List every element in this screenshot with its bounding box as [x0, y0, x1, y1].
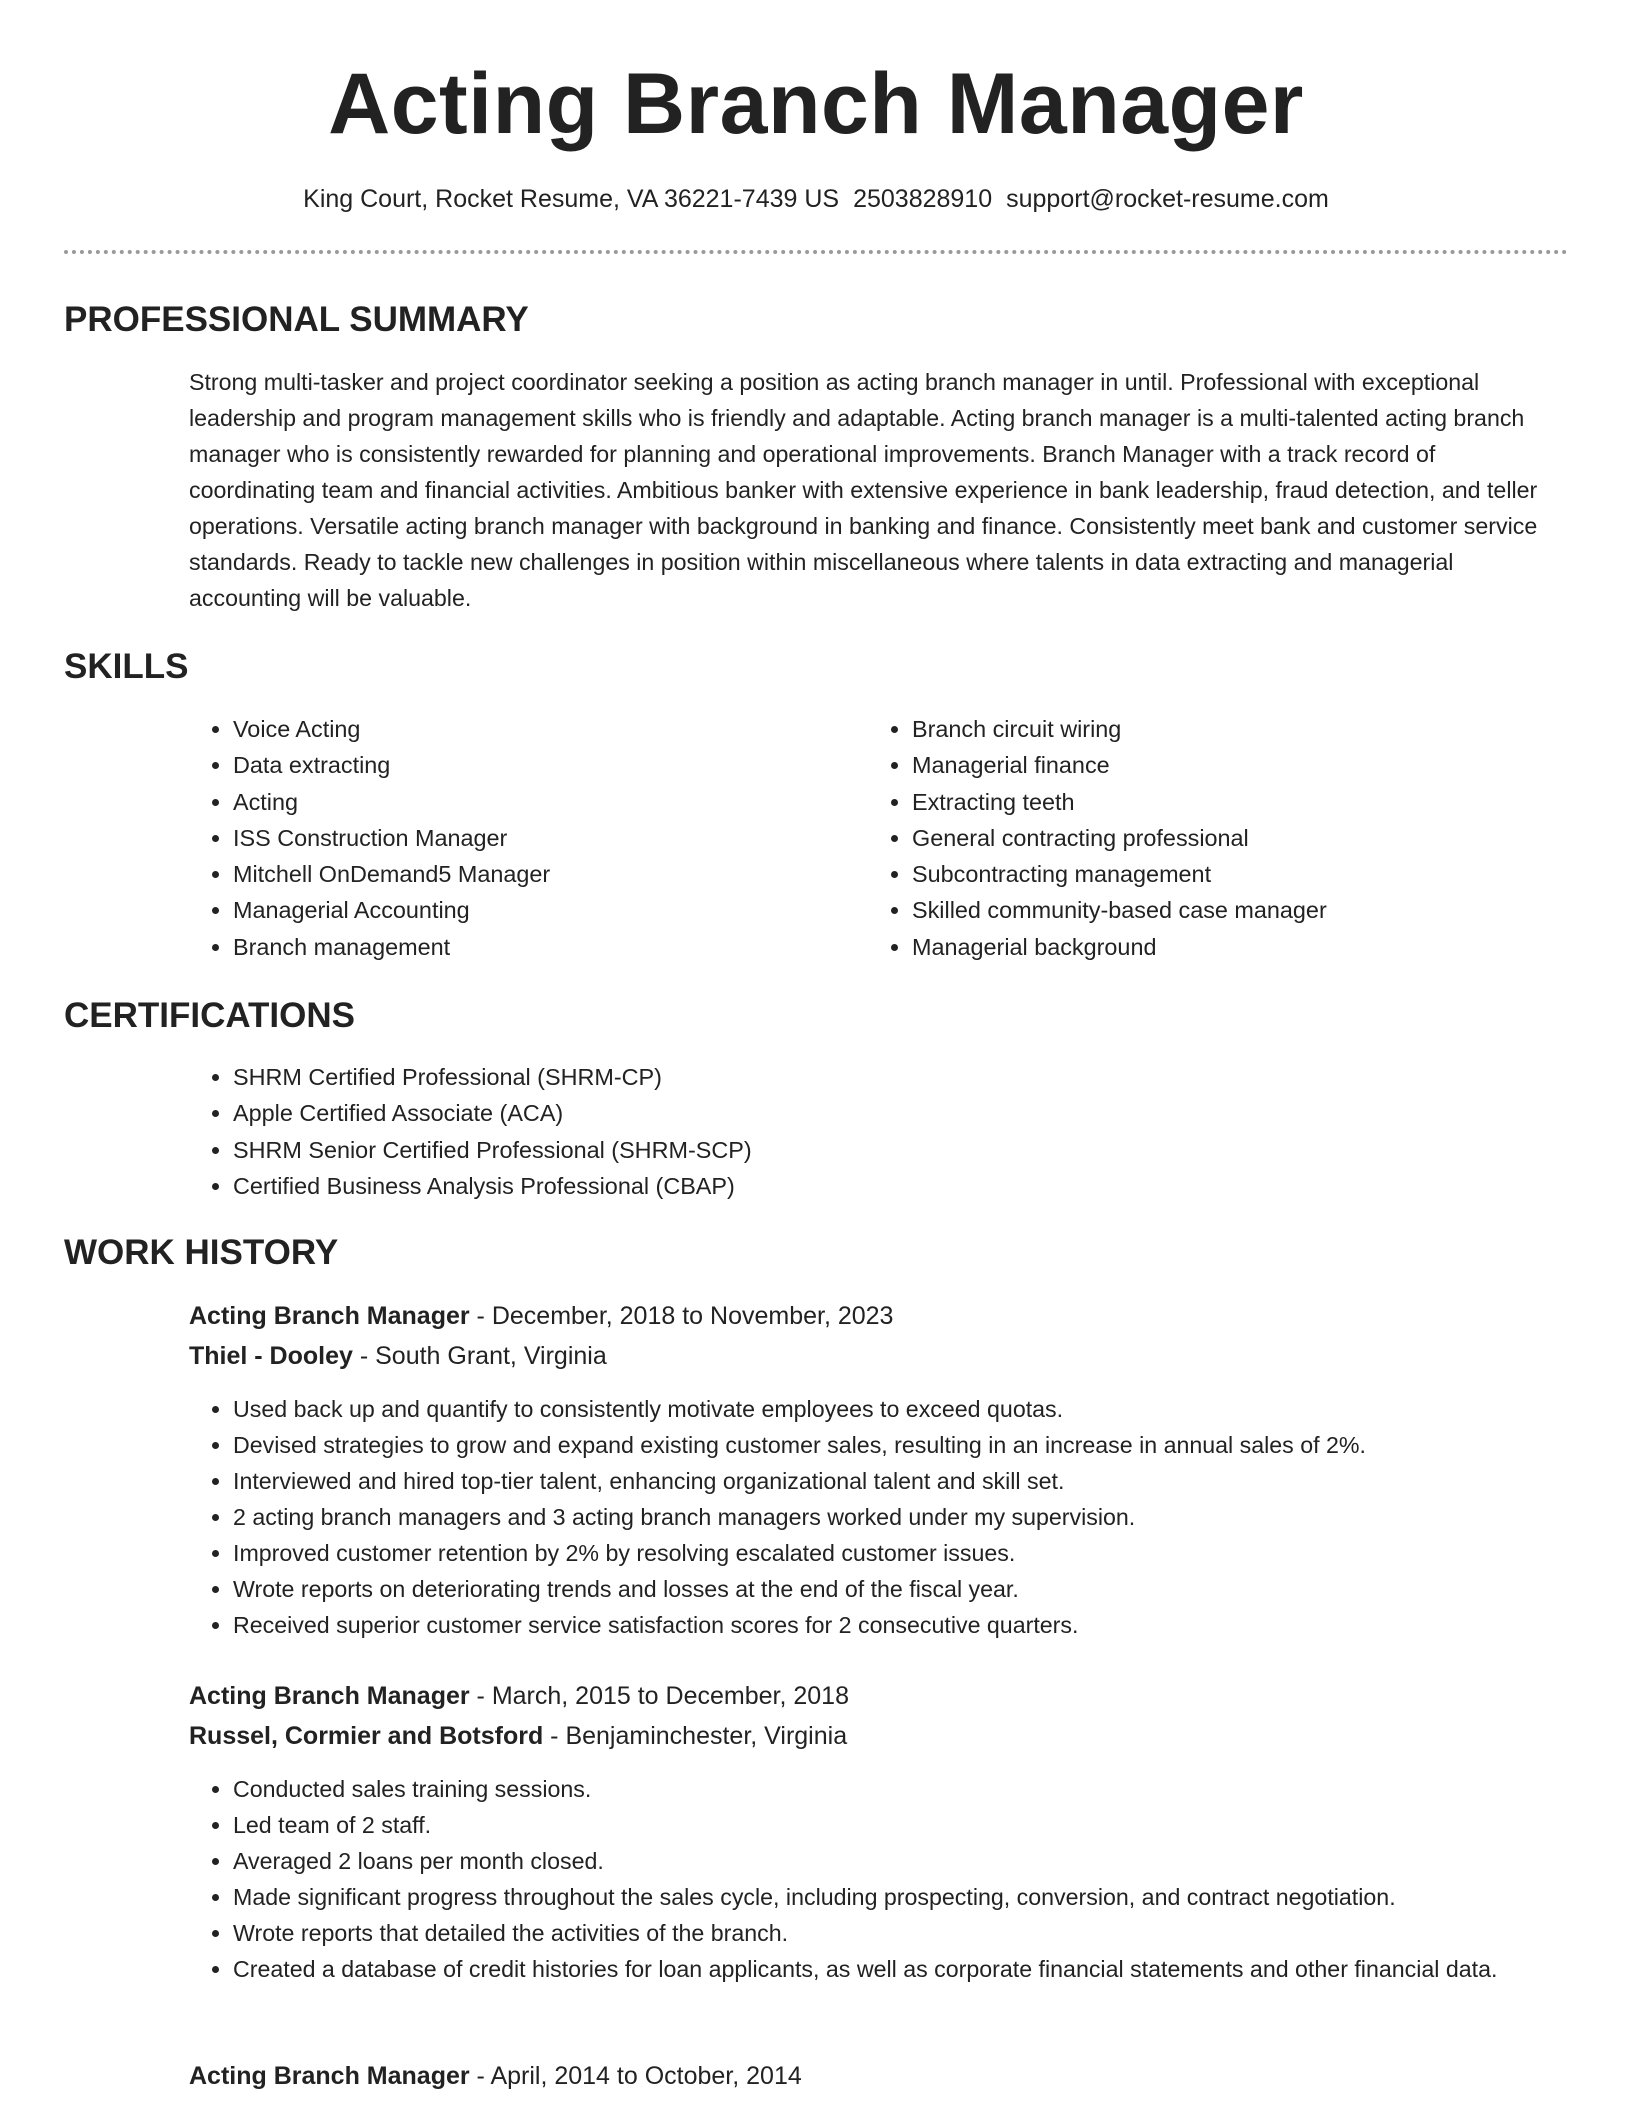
list-item: • ISS Construction Manager	[233, 820, 833, 856]
contact-line	[0, 182, 1632, 216]
certifications-heading: CERTIFICATIONS	[64, 996, 356, 1035]
job-dates: - March, 2015 to December, 2018	[469, 1682, 849, 1710]
list-item: • Managerial background	[912, 929, 1592, 965]
job-title: Acting Branch Manager	[189, 1682, 470, 1710]
job-company-line	[189, 1338, 607, 1374]
job-location: - South Grant, Virginia	[352, 1342, 607, 1370]
list-item: • Created a database of credit histories for loan applicants, as well as corporate financial statements and other financial data.	[233, 1951, 1593, 1987]
job-company: Russel, Cormier and Botsford	[189, 1722, 544, 1750]
contact-address: King Court, Rocket Resume, VA 36221-7439 US	[303, 185, 840, 213]
job-company-line	[189, 1718, 847, 1754]
list-item: • Wrote reports that detailed the activities of the branch.	[233, 1915, 1593, 1951]
job-title-line	[189, 1298, 893, 1334]
list-item: • Improved customer retention by 2% by resolving escalated customer issues.	[233, 1535, 1593, 1571]
list-item: • Data extracting	[233, 747, 833, 783]
job-bullets	[189, 1771, 1593, 1987]
job-bullets	[189, 1391, 1593, 1643]
list-item: • Certified Business Analysis Professional (CBAP)	[233, 1168, 1533, 1204]
list-item: • Managerial Accounting	[233, 892, 833, 928]
list-item: • Received superior customer service satisfaction scores for 2 consecutive quarters.	[233, 1607, 1593, 1643]
job-company: Thiel - Dooley	[189, 1342, 353, 1370]
certifications-list	[189, 1059, 1533, 1204]
skills-list-right	[868, 711, 1592, 965]
resume-title: Acting Branch Manager	[328, 56, 1304, 152]
list-item: • Voice Acting	[233, 711, 833, 747]
summary-heading: PROFESSIONAL SUMMARY	[64, 300, 529, 339]
job-title-line	[189, 1678, 849, 1714]
job-title-line	[189, 2058, 802, 2094]
list-item: • Averaged 2 loans per month closed.	[233, 1843, 1593, 1879]
list-item: • Mitchell OnDemand5 Manager	[233, 856, 833, 892]
job-title: Acting Branch Manager	[189, 1302, 470, 1330]
list-item: • Wrote reports on deteriorating trends and losses at the end of the fiscal year.	[233, 1571, 1593, 1607]
contact-phone: 2503828910	[853, 185, 993, 213]
list-item: • Devised strategies to grow and expand existing customer sales, resulting in an increase in annual sales of 2%.	[233, 1427, 1593, 1463]
list-item: • Extracting teeth	[912, 784, 1592, 820]
list-item: • Subcontracting management	[912, 856, 1592, 892]
list-item: • SHRM Certified Professional (SHRM-CP)	[233, 1059, 1533, 1095]
work-history-heading: WORK HISTORY	[64, 1233, 339, 1272]
list-item: • General contracting professional	[912, 820, 1592, 856]
list-item: • Branch management	[233, 929, 833, 965]
list-item: • Branch circuit wiring	[912, 711, 1592, 747]
list-item: • 2 acting branch managers and 3 acting branch managers worked under my supervision.	[233, 1499, 1593, 1535]
list-item: • SHRM Senior Certified Professional (SHRM-SCP)	[233, 1132, 1533, 1168]
job-dates: - April, 2014 to October, 2014	[469, 2062, 802, 2090]
list-item: • Skilled community-based case manager	[912, 892, 1592, 928]
skills-heading: SKILLS	[64, 647, 189, 686]
header-divider	[64, 250, 1568, 254]
list-item: • Led team of 2 staff.	[233, 1807, 1593, 1843]
job-dates: - December, 2018 to November, 2023	[469, 1302, 894, 1330]
job-title: Acting Branch Manager	[189, 2062, 470, 2090]
list-item: • Apple Certified Associate (ACA)	[233, 1095, 1533, 1131]
list-item: • Conducted sales training sessions.	[233, 1771, 1593, 1807]
list-item: • Used back up and quantify to consistently motivate employees to exceed quotas.	[233, 1391, 1593, 1427]
contact-email: support@rocket-resume.com	[1006, 185, 1329, 213]
list-item: • Acting	[233, 784, 833, 820]
job-location: - Benjaminchester, Virginia	[543, 1722, 848, 1750]
summary-text: Strong multi-tasker and project coordinator seeking a position as acting branch manager in until. Professional with exceptional leadership and program management skills who is friendly and adaptable. Acting branch manager is a multi-talented acting branch manager who is consistently rewarded for planning and operational improvements. Branch Manager with a track record of coordinating team and financial activities. Ambitious banker with extensive experience in bank leadership, fraud detection, and teller operations. Versatile acting branch manager with background in banking and finance. Consistently meet bank and customer service standards. Ready to tackle new challenges in position within miscellaneous where talents in data extracting and managerial accounting will be valuable.	[189, 369, 1538, 611]
list-item: • Interviewed and hired top-tier talent, enhancing organizational talent and skill set.	[233, 1463, 1593, 1499]
list-item: • Managerial finance	[912, 747, 1592, 783]
list-item: • Made significant progress throughout the sales cycle, including prospecting, conversion, and contract negotiation.	[233, 1879, 1593, 1915]
skills-list-left	[189, 711, 833, 965]
